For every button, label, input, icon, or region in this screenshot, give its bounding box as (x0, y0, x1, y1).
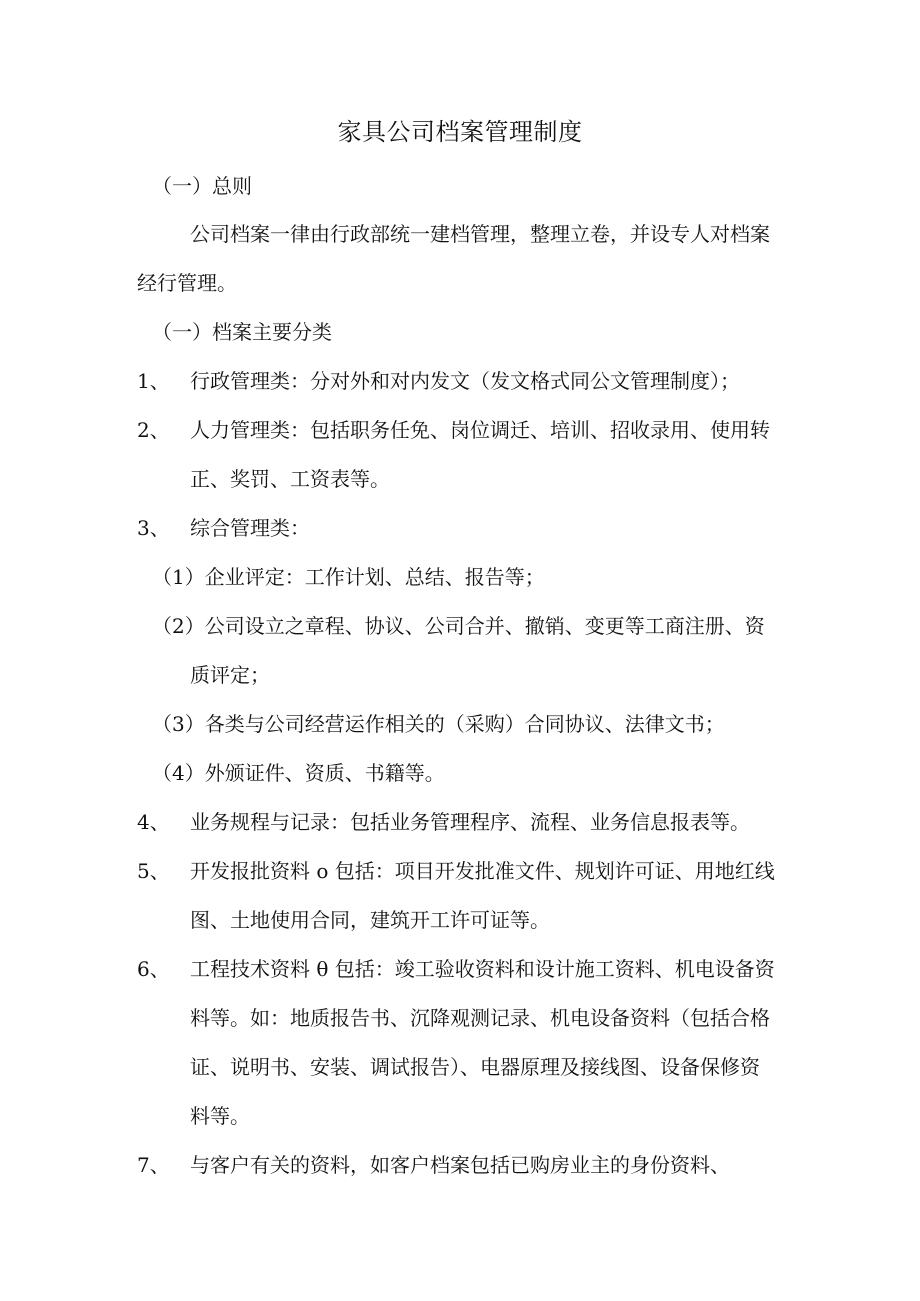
item-4-text: 业务规程与记录：包括业务管理程序、流程、业务信息报表等。 (190, 810, 750, 834)
general-heading: （一）总则 (152, 174, 252, 198)
item-7-text: 与客户有关的资料，如客户档案包括已购房业主的身份资料、 (190, 1153, 730, 1177)
sub-item-3: （3）各类与公司经营运作相关的（采购）合同协议、法律文书； (152, 712, 725, 736)
sub-item-2-line-2: 质评定； (190, 663, 270, 687)
item-7-number: 7、 (137, 1153, 170, 1177)
item-5-number: 5、 (137, 859, 170, 883)
category-heading: （一）档案主要分类 (152, 320, 332, 344)
item-1-number: 1、 (137, 369, 170, 393)
document-title: 家具公司档案管理制度 (337, 118, 583, 146)
item-2-text-line-2: 正、奖罚、工资表等。 (190, 467, 390, 491)
item-6-text-line-4: 料等。 (190, 1104, 250, 1128)
item-6-text-line-3: 证、说明书、安装、调试报告）、电器原理及接线图、设备保修资 (190, 1055, 760, 1079)
item-2-text-line-1: 人力管理类：包括职务任免、岗位调迁、培训、招收录用、使用转 (190, 418, 770, 442)
sub-item-4: （4）外颁证件、资质、书籍等。 (152, 761, 445, 785)
item-1-text: 行政管理类：分对外和对内发文（发文格式同公文管理制度）； (190, 369, 740, 393)
item-6-text-line-2: 料等。如：地质报告书、沉降观测记录、机电设备资料（包括合格 (190, 1006, 770, 1030)
item-6-number: 6、 (137, 957, 170, 981)
general-paragraph-line-1: 公司档案一律由行政部统一建档管理，整理立卷，并设专人对档案 (190, 222, 770, 246)
item-6-text-line-1: 工程技术资料 θ 包括：竣工验收资料和设计施工资料、机电设备资 (190, 957, 775, 981)
item-5-text-line-2: 图、土地使用合同，建筑开工许可证等。 (190, 908, 550, 932)
item-4-number: 4、 (137, 810, 170, 834)
sub-item-2-line-1: （2）公司设立之章程、协议、公司合并、撤销、变更等工商注册、资 (152, 614, 765, 638)
item-5-text-line-1: 开发报批资料 o 包括：项目开发批准文件、规划许可证、用地红线 (190, 859, 775, 883)
item-3-text: 综合管理类： (190, 516, 310, 540)
sub-item-1: （1）企业评定：工作计划、总结、报告等； (152, 565, 545, 589)
general-paragraph-line-2: 经行管理。 (137, 271, 237, 295)
item-3-number: 3、 (137, 516, 170, 540)
item-2-number: 2、 (137, 418, 170, 442)
